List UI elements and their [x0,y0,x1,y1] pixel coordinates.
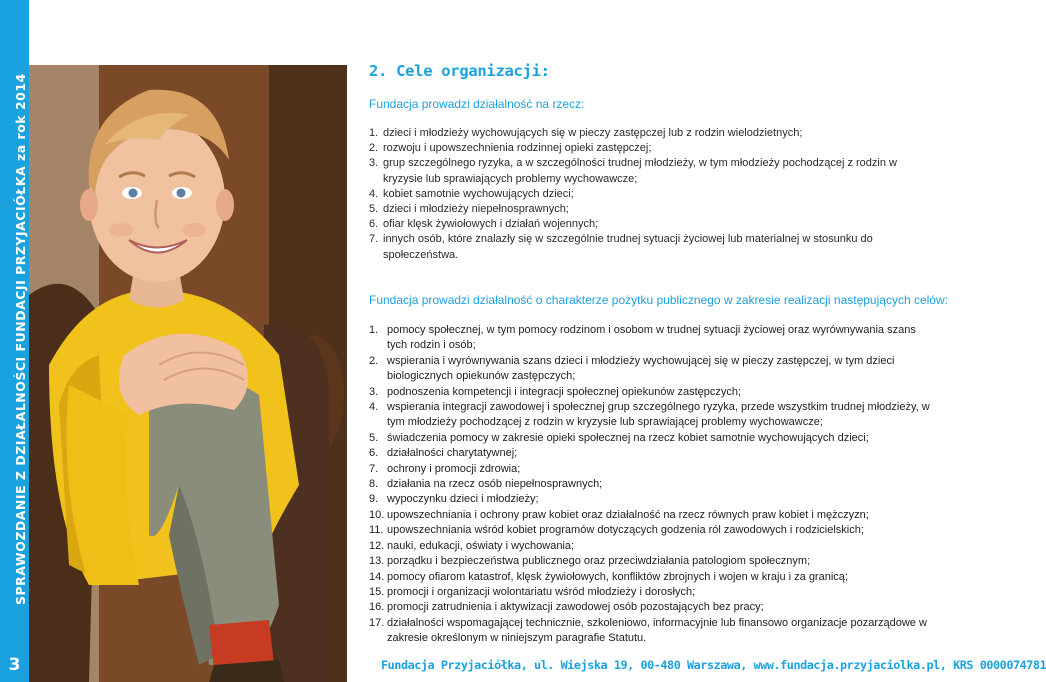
list-item-number: 16. [369,601,385,614]
list-item [369,477,939,492]
list-item [369,217,939,232]
list-item [369,156,939,186]
beneficiaries-list [369,126,939,263]
list-item-text: wypoczynku dzieci i młodzieży; [387,493,539,506]
section-title: 2. Cele organizacji: [369,62,550,80]
list-item-number: 6. [369,218,379,231]
list-item-number: 5. [369,203,379,216]
list-item [369,126,939,141]
list-item-number: 14. [369,570,385,583]
list-item [369,202,939,217]
side-band [0,0,29,682]
list-item-number: 2. [369,354,379,367]
list-item-text: podnoszenia kompetencji i integracji społecznej opiekunów zastępczych; [387,385,742,398]
list-item-text: innych osób, które znalazły się w szczególnie trudnej sytuacji życiowej lub materialnej w stosunku do społeczeństwa. [383,233,873,261]
list-item-text: rozwoju i upowszechnienia rodzinnej opieki zastępczej; [383,142,652,155]
list-item-number: 4. [369,187,379,200]
list-item-text: działania na rzecz osób niepełnosprawnych; [387,478,603,491]
list-item-number: 1. [369,324,379,336]
list-item-text: kobiet samotnie wychowujących dzieci; [383,187,574,200]
list-item-number: 1. [369,127,379,139]
list-item [369,600,939,615]
report-title-vertical: SPRAWOZDANIE Z DZIAŁALNOŚCI FUNDACJI PRZYJACIÓŁKA za rok 2014 [13,73,28,605]
list-item-number: 17. [369,616,385,629]
list-item-text: pomocy ofiarom katastrof, klęsk żywiołowych, konfliktów zbrojnych i wojen w kraju i za granicą; [387,570,848,583]
photo-boy [29,65,347,682]
list-item-number: 13. [369,555,385,568]
list-item-text: upowszechniania i ochrony praw kobiet oraz działalność na rzecz równych praw kobiet i mężczyzn; [387,508,869,521]
list-item [369,523,939,538]
list-item-number: 6. [369,447,379,460]
list-item-text: działalności wspomagającej technicznie, szkoleniowo, informacyjnie lub finansowo organizacje pozarządowe w zakresie określonym w niniejszym paragrafie Statutu. [387,616,927,645]
list-item-number: 10. [369,508,385,521]
list-item [369,187,939,202]
list-item [369,570,939,585]
list-item [369,141,939,156]
list-item [369,385,939,400]
list-item-text: dzieci i młodzieży wychowujących się w pieczy zastępczej lub z rodzin wielodzietnych; [383,127,803,139]
list-item [369,492,939,507]
list-item-number: 12. [369,539,385,552]
list-item-text: promocji i organizacji wolontariatu wśród młodzieży i dorosłych; [387,585,696,598]
list-item-text: nauki, edukacji, oświaty i wychowania; [387,539,575,552]
list-item-number: 7. [369,233,379,246]
footer-contact: Fundacja Przyjaciółka, ul. Wiejska 19, 00-480 Warszawa, www.fundacja.przyjaciolka.pl, KRS 0000074781 [381,658,1046,672]
list-item-number: 5. [369,431,379,444]
list-item [369,462,939,477]
list-item-text: ofiar klęsk żywiołowych i działań wojennych; [383,218,599,231]
list-item-text: wspierania i wyrównywania szans dzieci i młodzieży wychowującej się w pieczy zastępczej, w tym dzieci biologicznych opiekunów zastępczych; [387,354,895,383]
list-item [369,323,939,354]
list-item [369,400,939,431]
list-item-text: ochrony i promocji zdrowia; [387,462,521,475]
list-item-number: 8. [369,478,379,491]
list-item [369,232,939,262]
list-item-number: 7. [369,462,379,475]
list-item [369,554,939,569]
list-item [369,539,939,554]
intro-text-1: Fundacja prowadzi działalność na rzecz: [369,97,585,111]
list-item-text: wspierania integracji zawodowej i społecznej grup szczególnego ryzyka, przede wszystkim trudnej młodzieży, w tym młodzieży pochodzącej z rodzin w kryzysie lub sprawiającej problemy wychowawcze; [387,401,930,429]
list-item-text: świadczenia pomocy w zakresie opieki społecznej na rzecz kobiet samotnie wychowujących dzieci; [387,431,869,444]
list-item-number: 3. [369,385,379,398]
list-item [369,616,939,647]
list-item-text: promocji zatrudnienia i aktywizacji zawodowej osób pozostających bez pracy; [387,601,764,614]
page-number: 3 [8,655,21,675]
list-item [369,431,939,446]
list-item-text: pomocy społecznej, w tym pomocy rodzinom i osobom w trudnej sytuacji życiowej oraz wyrównywania szans tych rodzin i osób; [387,324,916,352]
list-item [369,508,939,523]
public-benefit-goals-list [369,323,939,647]
list-item-text: upowszechniania wśród kobiet programów dotyczących godzenia ról zawodowych i rodzicielskich; [387,524,864,537]
list-item-number: 15. [369,585,385,598]
list-item-text: dzieci i młodzieży niepełnosprawnych; [383,203,569,216]
list-item-text: porządku i bezpieczeństwa publicznego oraz przeciwdziałania patologiom społecznym; [387,555,811,568]
list-item-text: grup szczególnego ryzyka, a w szczególności trudnej młodzieży, w tym młodzieży pochodzącej z rodzin w kryzysie lub sprawiających problemy wychowawcze; [383,157,897,185]
intro-text-2: Fundacja prowadzi działalność o charakterze pożytku publicznego w zakresie realizacji następujących celów: [369,293,948,307]
list-item-number: 9. [369,493,379,506]
list-item [369,446,939,461]
list-item [369,585,939,600]
list-item-text: działalności charytatywnej; [387,447,518,460]
list-item-number: 2. [369,142,379,155]
boy-illustration [29,65,347,682]
list-item-number: 11. [369,524,384,537]
list-item-number: 3. [369,157,379,170]
list-item-number: 4. [369,401,379,414]
list-item [369,354,939,385]
